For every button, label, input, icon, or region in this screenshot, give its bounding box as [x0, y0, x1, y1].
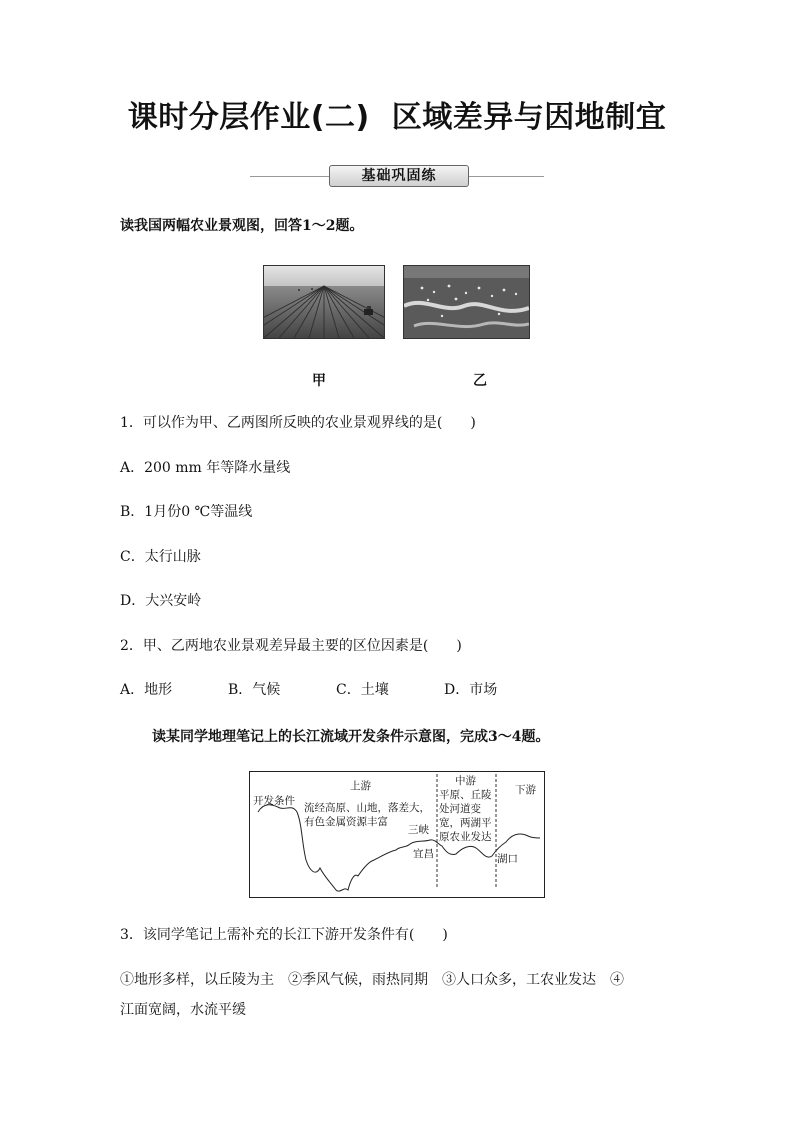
section-header — [250, 165, 544, 189]
title-part2: 区域差异与因地制宜 — [391, 100, 667, 135]
question-2-option-a: A．地形 — [120, 682, 173, 698]
question-2-stem: 2．甲、乙两地农业景观差异最主要的区位因素是( ) — [120, 638, 462, 654]
middle-reach-note-2: 处河道变 — [439, 803, 481, 815]
photo-caption-jia: 甲 — [312, 373, 326, 389]
label-lower-reach: 下游 — [515, 784, 536, 796]
upper-reach-note-2: 有色金属资源丰富 — [304, 816, 388, 828]
question-3-options-line-1: ①地形多样，以丘陵为主 ②季风气候，雨热同期 ③人口众多，工农业发达 ④ — [120, 972, 624, 988]
label-dev-conditions: 开发条件 — [253, 795, 295, 807]
river-profile-line — [258, 805, 540, 891]
question-3-options-line-2: 江面宽阔，水流平缓 — [120, 1002, 246, 1018]
label-middle-reach: 中游 — [455, 775, 476, 787]
question-1-option-b: B．1月份0 ℃等温线 — [120, 504, 253, 520]
label-upper-reach: 上游 — [350, 780, 371, 792]
question-1-option-a: A．200 mm 年等降水量线 — [120, 460, 291, 476]
intro-text-2: 读某同学地理笔记上的长江流域开发条件示意图，完成3～4题。 — [152, 729, 550, 745]
intro-text-1: 读我国两幅农业景观图，回答1～2题。 — [120, 218, 364, 234]
question-1-stem: 1．可以作为甲、乙两图所反映的农业景观界线的是( ) — [120, 415, 476, 431]
grassland-photo-yi — [403, 265, 530, 339]
question-2-option-c: C．土壤 — [336, 682, 389, 698]
label-sanxia: 三峡 — [408, 824, 429, 836]
page-title — [0, 92, 794, 136]
farmland-photo-jia — [263, 265, 385, 339]
question-3-stem: 3．该同学笔记上需补充的长江下游开发条件有( ) — [120, 927, 448, 943]
question-2-option-b: B．气候 — [228, 682, 281, 698]
upper-reach-note-1: 流经高原、山地，落差大， — [304, 802, 430, 814]
middle-reach-note-4: 原农业发达 — [439, 831, 492, 843]
section-rule-right — [469, 176, 544, 177]
middle-reach-note-3: 宽，两湖平 — [439, 817, 492, 829]
section-badge: 基础巩固练 — [329, 165, 469, 187]
question-1-option-d: D．大兴安岭 — [120, 593, 202, 609]
question-1-option-c: C．太行山脉 — [120, 549, 201, 565]
question-2-option-d: D．市场 — [444, 682, 498, 698]
middle-reach-note-1: 平原、丘陵 — [439, 789, 492, 801]
section-rule-left — [250, 176, 329, 177]
yangtze-profile-diagram — [249, 771, 545, 898]
label-hukou: 湖口 — [497, 853, 518, 865]
title-part1: 课时分层作业(二) — [127, 100, 370, 135]
photo-caption-yi: 乙 — [473, 373, 487, 389]
label-yichang: 宜昌 — [413, 848, 434, 860]
